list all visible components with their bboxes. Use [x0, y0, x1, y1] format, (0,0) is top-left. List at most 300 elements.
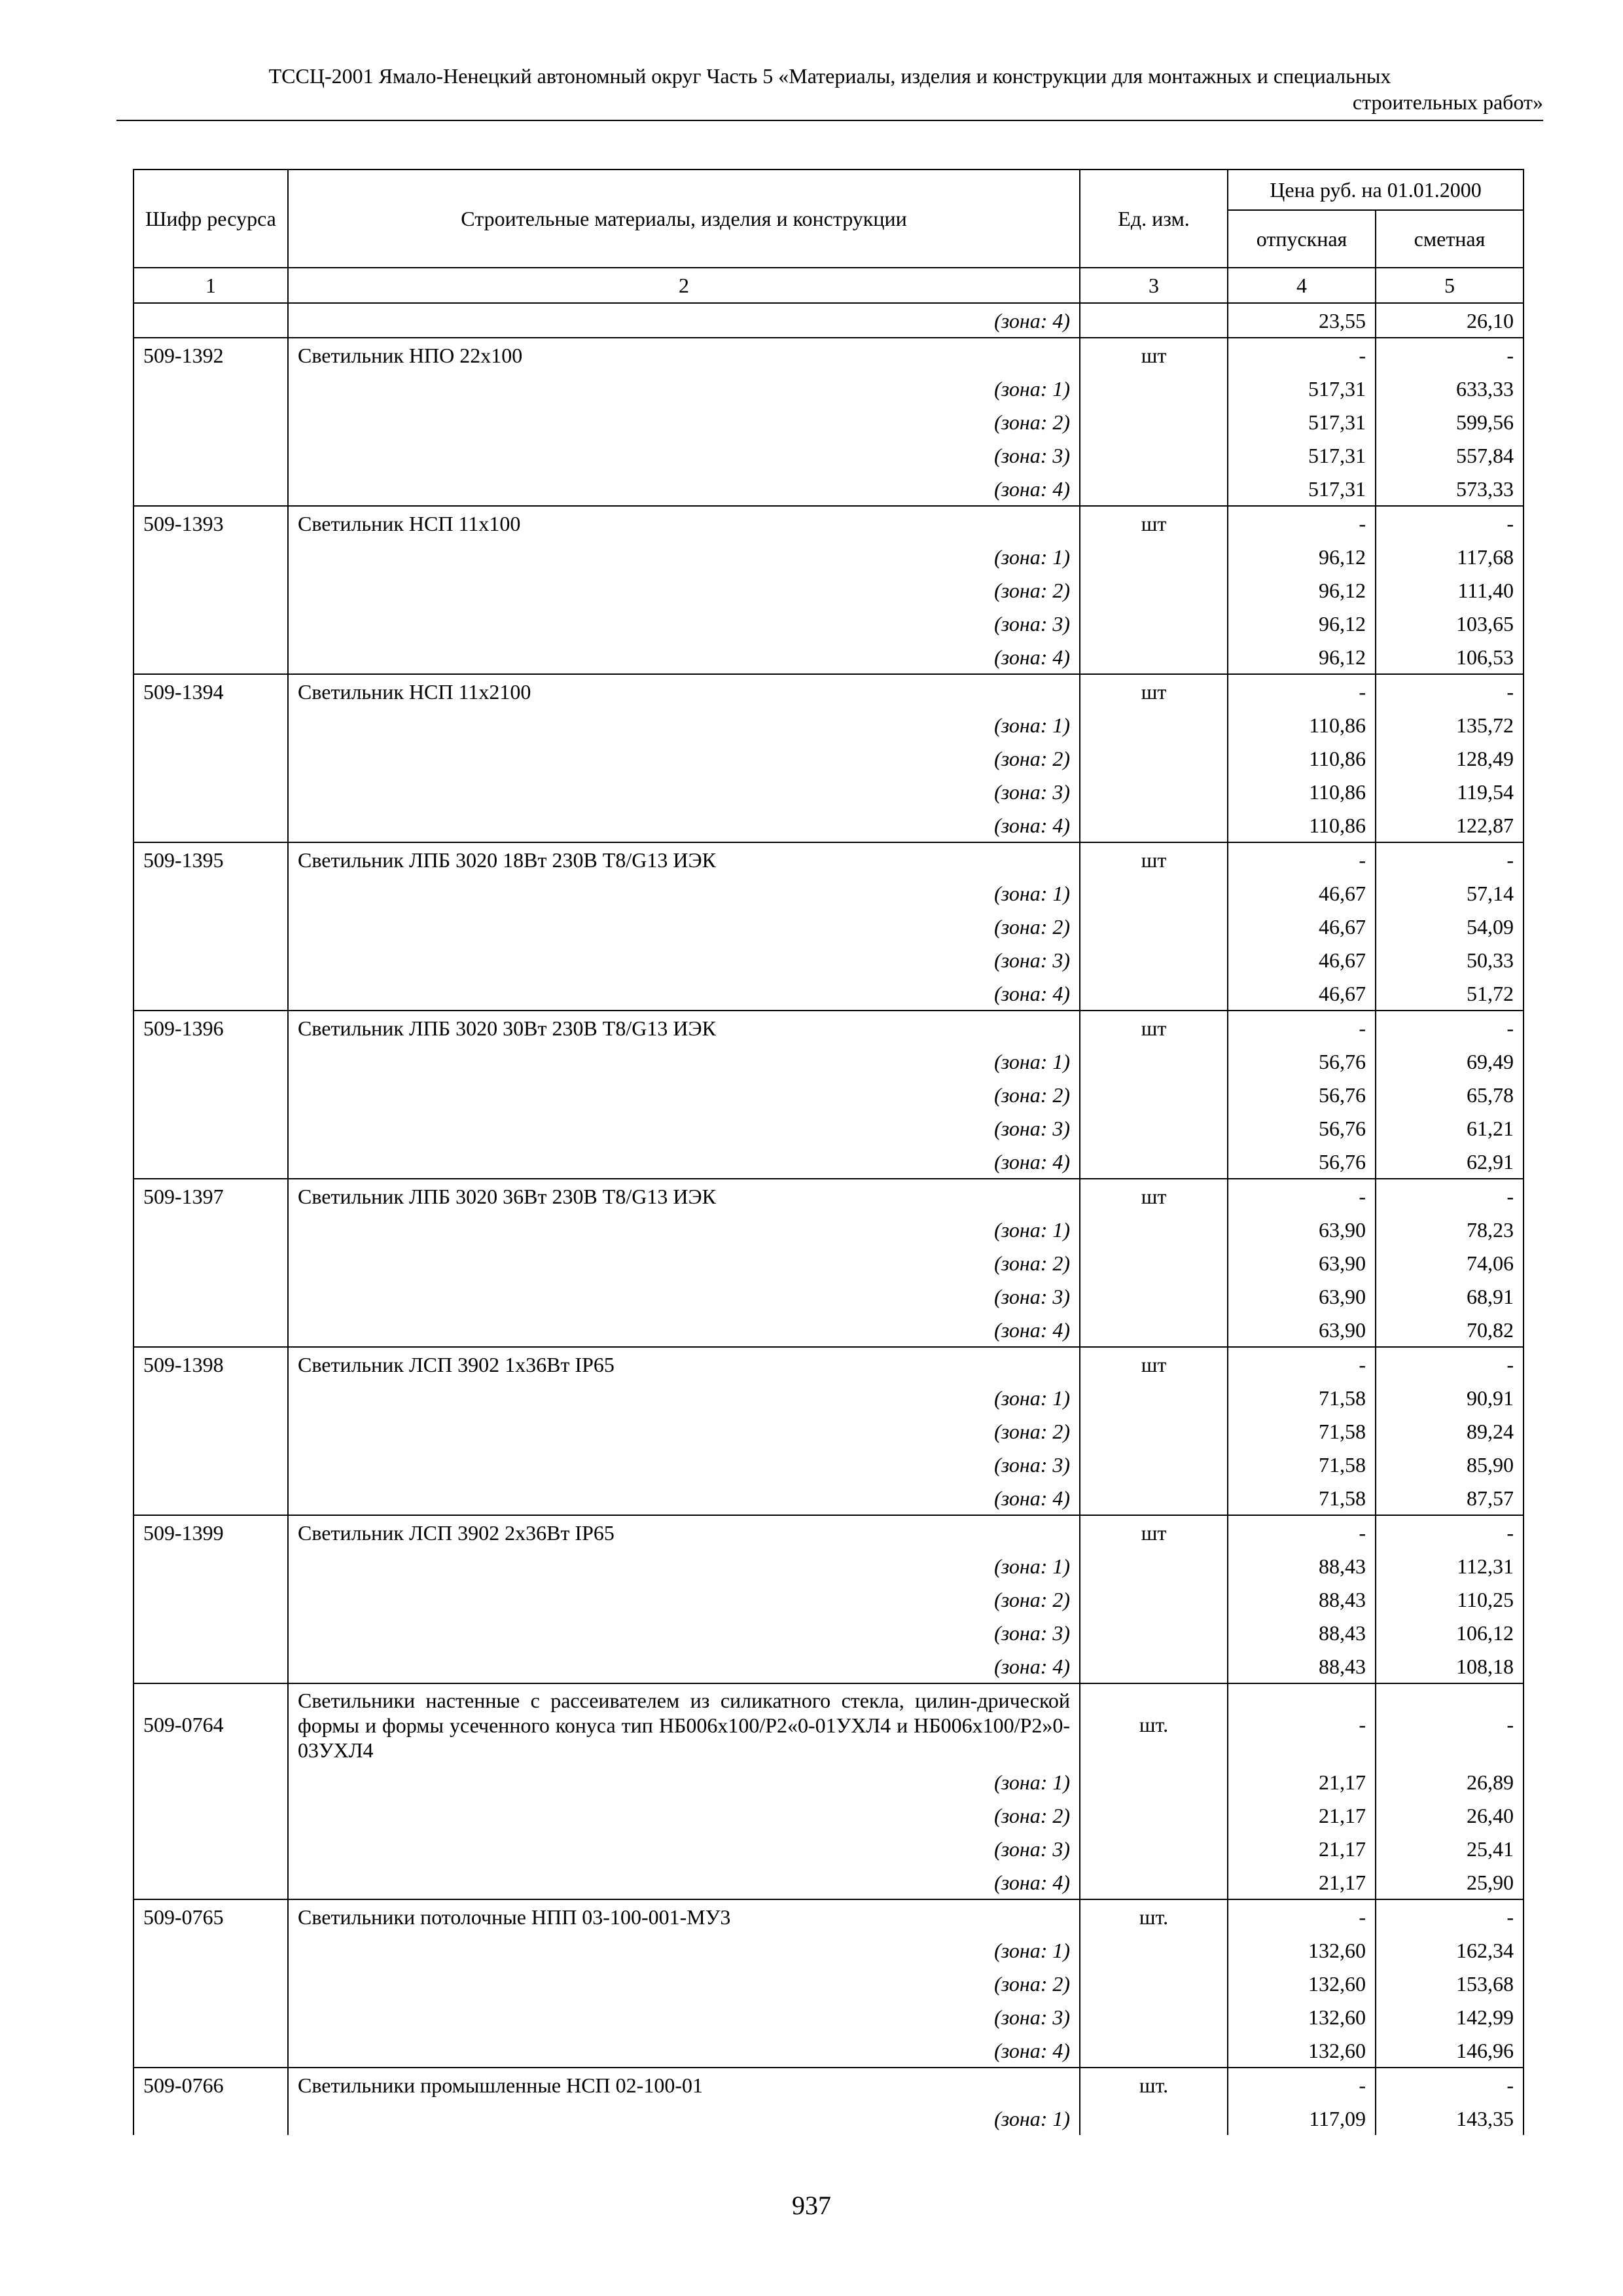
resource-code-cell	[134, 1583, 288, 1616]
release-price-cell: 71,58	[1228, 1481, 1376, 1515]
estimate-price-cell: 103,65	[1376, 607, 1524, 640]
zone-price-row	[134, 1933, 1524, 1967]
zone-price-row	[134, 1549, 1524, 1583]
zone-price-row	[134, 1145, 1524, 1179]
resource-name-cell: Светильник ЛПБ 3020 30Вт 230В Т8/G13 ИЭК	[288, 1011, 1080, 1045]
release-price-cell: 46,67	[1228, 977, 1376, 1011]
zone-label-cell: (зона: 1)	[288, 708, 1080, 742]
zone-price-row	[134, 640, 1524, 674]
zone-label-cell: (зона: 4)	[288, 1313, 1080, 1347]
zone-price-row	[134, 1799, 1524, 1832]
zone-label-cell: (зона: 3)	[288, 1616, 1080, 1649]
zone-label-cell: (зона: 1)	[288, 1045, 1080, 1078]
resource-code-cell	[134, 1832, 288, 1865]
resource-name-cell: Светильники промышленные НСП 02-100-01	[288, 2068, 1080, 2102]
estimate-price-cell: 599,56	[1376, 405, 1524, 439]
release-price-cell: 46,67	[1228, 876, 1376, 910]
zone-price-row	[134, 943, 1524, 977]
unit-cell	[1080, 1649, 1228, 1683]
resource-code-cell	[134, 977, 288, 1011]
zone-price-row	[134, 1111, 1524, 1145]
unit-cell	[1080, 708, 1228, 742]
zone-price-row	[134, 1246, 1524, 1280]
zone-label-cell: (зона: 1)	[288, 1933, 1080, 1967]
release-price-cell: -	[1228, 1683, 1376, 1765]
zone-label-cell: (зона: 1)	[288, 2102, 1080, 2135]
header-line-1: ТССЦ-2001 Ямало-Ненецкий автономный округ Часть 5 «Материалы, изделия и конструкции для монтажных и специальных	[268, 64, 1391, 88]
unit-cell	[1080, 1616, 1228, 1649]
resource-code-cell	[134, 1448, 288, 1481]
resource-name-cell: Светильник НПО 22х100	[288, 338, 1080, 372]
zone-price-row	[134, 1832, 1524, 1865]
resource-name-cell: Светильники потолочные НПП 03-100-001-МУ3	[288, 1899, 1080, 1933]
unit-cell: шт	[1080, 1011, 1228, 1045]
release-price-cell: 117,09	[1228, 2102, 1376, 2135]
estimate-price-cell: 69,49	[1376, 1045, 1524, 1078]
release-price-cell: 132,60	[1228, 1967, 1376, 2000]
resource-code-cell: 509-1398	[134, 1347, 288, 1381]
col-number: 5	[1376, 268, 1524, 303]
resource-code-cell: 509-0765	[134, 1899, 288, 1933]
zone-price-row	[134, 2102, 1524, 2135]
unit-cell	[1080, 607, 1228, 640]
unit-cell	[1080, 1765, 1228, 1799]
zone-label-cell: (зона: 2)	[288, 1414, 1080, 1448]
estimate-price-cell: 146,96	[1376, 2034, 1524, 2068]
unit-cell	[1080, 943, 1228, 977]
release-price-cell: 56,76	[1228, 1045, 1376, 1078]
estimate-price-cell: 26,89	[1376, 1765, 1524, 1799]
estimate-price-cell: 573,33	[1376, 472, 1524, 506]
unit-cell	[1080, 1448, 1228, 1481]
estimate-price-cell: -	[1376, 842, 1524, 876]
release-price-cell: -	[1228, 1347, 1376, 1381]
release-price-cell: 88,43	[1228, 1583, 1376, 1616]
resource-code-cell	[134, 540, 288, 573]
estimate-price-cell: 117,68	[1376, 540, 1524, 573]
resource-code-cell	[134, 742, 288, 775]
resource-row	[134, 1899, 1524, 1933]
zone-label-cell: (зона: 2)	[288, 1967, 1080, 2000]
release-price-cell: 46,67	[1228, 910, 1376, 943]
estimate-price-cell: 119,54	[1376, 775, 1524, 808]
unit-cell: шт.	[1080, 1899, 1228, 1933]
unit-cell	[1080, 1967, 1228, 2000]
zone-price-row	[134, 1649, 1524, 1683]
zone-label-cell: (зона: 4)	[288, 2034, 1080, 2068]
unit-cell	[1080, 1481, 1228, 1515]
resource-code-cell: 509-1393	[134, 506, 288, 540]
zone-label-cell: (зона: 4)	[288, 977, 1080, 1011]
unit-cell	[1080, 1078, 1228, 1111]
estimate-price-cell: -	[1376, 506, 1524, 540]
resource-code-cell: 509-1396	[134, 1011, 288, 1045]
estimate-price-cell: 85,90	[1376, 1448, 1524, 1481]
unit-cell	[1080, 1799, 1228, 1832]
release-price-cell: 63,90	[1228, 1280, 1376, 1313]
resource-row	[134, 1011, 1524, 1045]
unit-cell: шт	[1080, 1179, 1228, 1213]
resource-code-cell	[134, 808, 288, 842]
resource-row	[134, 506, 1524, 540]
estimate-price-cell: 112,31	[1376, 1549, 1524, 1583]
zone-price-row	[134, 1381, 1524, 1414]
col-header-code: Шифр ресурса	[134, 170, 288, 268]
resource-code-cell: 509-1394	[134, 674, 288, 708]
unit-cell: шт.	[1080, 1683, 1228, 1765]
estimate-price-cell: 26,10	[1376, 303, 1524, 338]
release-price-cell: 63,90	[1228, 1246, 1376, 1280]
estimate-price-cell: 62,91	[1376, 1145, 1524, 1179]
estimate-price-cell: -	[1376, 1899, 1524, 1933]
zone-label-cell: (зона: 1)	[288, 1549, 1080, 1583]
resource-code-cell	[134, 1078, 288, 1111]
resource-code-cell	[134, 1414, 288, 1448]
estimate-price-cell: 70,82	[1376, 1313, 1524, 1347]
estimate-price-cell: 135,72	[1376, 708, 1524, 742]
estimate-price-cell: 153,68	[1376, 1967, 1524, 2000]
unit-cell: шт	[1080, 506, 1228, 540]
col-header-release: отпускная	[1228, 210, 1376, 268]
release-price-cell: 96,12	[1228, 640, 1376, 674]
release-price-cell: 88,43	[1228, 1549, 1376, 1583]
unit-cell	[1080, 1045, 1228, 1078]
zone-price-row	[134, 472, 1524, 506]
resource-code-cell	[134, 1213, 288, 1246]
estimate-price-cell: 87,57	[1376, 1481, 1524, 1515]
zone-label-cell: (зона: 3)	[288, 439, 1080, 472]
unit-cell	[1080, 742, 1228, 775]
release-price-cell: 517,31	[1228, 472, 1376, 506]
zone-price-row	[134, 1280, 1524, 1313]
release-price-cell: 96,12	[1228, 573, 1376, 607]
release-price-cell: -	[1228, 506, 1376, 540]
resource-code-cell	[134, 1933, 288, 1967]
zone-label-cell: (зона: 4)	[288, 640, 1080, 674]
unit-cell	[1080, 808, 1228, 842]
resource-code-cell	[134, 439, 288, 472]
unit-cell	[1080, 1280, 1228, 1313]
release-price-cell: 23,55	[1228, 303, 1376, 338]
resource-code-cell	[134, 1111, 288, 1145]
zone-label-cell: (зона: 4)	[288, 1649, 1080, 1683]
resource-code-cell	[134, 1967, 288, 2000]
release-price-cell: 110,86	[1228, 708, 1376, 742]
estimate-price-cell: 89,24	[1376, 1414, 1524, 1448]
estimate-price-cell: -	[1376, 1179, 1524, 1213]
estimate-price-cell: 65,78	[1376, 1078, 1524, 1111]
estimate-price-cell: 106,53	[1376, 640, 1524, 674]
unit-cell	[1080, 1213, 1228, 1246]
release-price-cell: 517,31	[1228, 405, 1376, 439]
resource-code-cell	[134, 1765, 288, 1799]
resource-code-cell	[134, 1865, 288, 1899]
resource-code-cell	[134, 2000, 288, 2034]
release-price-cell: 21,17	[1228, 1865, 1376, 1899]
zone-price-row	[134, 876, 1524, 910]
zone-price-row	[134, 573, 1524, 607]
resource-code-cell	[134, 1246, 288, 1280]
table-body	[134, 303, 1524, 2135]
unit-cell	[1080, 439, 1228, 472]
zone-price-row	[134, 1078, 1524, 1111]
unit-cell	[1080, 1313, 1228, 1347]
resource-row	[134, 1683, 1524, 1765]
unit-cell	[1080, 573, 1228, 607]
estimate-price-cell: 25,41	[1376, 1832, 1524, 1865]
resource-code-cell	[134, 372, 288, 405]
unit-cell	[1080, 775, 1228, 808]
release-price-cell: 132,60	[1228, 2000, 1376, 2034]
zone-label-cell: (зона: 3)	[288, 1832, 1080, 1865]
col-header-name: Строительные материалы, изделия и конструкции	[288, 170, 1080, 268]
zone-label-cell: (зона: 3)	[288, 2000, 1080, 2034]
zone-label-cell: (зона: 4)	[288, 1865, 1080, 1899]
unit-cell: шт	[1080, 842, 1228, 876]
zone-price-row	[134, 1481, 1524, 1515]
resource-code-cell	[134, 1649, 288, 1683]
page-number: 937	[792, 2191, 831, 2220]
col-number: 4	[1228, 268, 1376, 303]
release-price-cell: 56,76	[1228, 1145, 1376, 1179]
resource-code-cell: 509-1399	[134, 1515, 288, 1549]
release-price-cell: 96,12	[1228, 607, 1376, 640]
estimate-price-cell: -	[1376, 1683, 1524, 1765]
release-price-cell: -	[1228, 674, 1376, 708]
release-price-cell: 21,17	[1228, 1799, 1376, 1832]
unit-cell	[1080, 640, 1228, 674]
estimate-price-cell: 51,72	[1376, 977, 1524, 1011]
release-price-cell: 21,17	[1228, 1832, 1376, 1865]
zone-label-cell: (зона: 1)	[288, 540, 1080, 573]
resource-code-cell	[134, 472, 288, 506]
resource-code-cell	[134, 303, 288, 338]
resource-code-cell: 509-1392	[134, 338, 288, 372]
estimate-price-cell: 25,90	[1376, 1865, 1524, 1899]
estimate-price-cell: -	[1376, 1011, 1524, 1045]
release-price-cell: 21,17	[1228, 1765, 1376, 1799]
resource-row	[134, 338, 1524, 372]
release-price-cell: -	[1228, 1011, 1376, 1045]
estimate-price-cell: 90,91	[1376, 1381, 1524, 1414]
resource-code-cell	[134, 640, 288, 674]
estimate-price-cell: 128,49	[1376, 742, 1524, 775]
resource-code-cell	[134, 708, 288, 742]
zone-label-cell: (зона: 2)	[288, 742, 1080, 775]
release-price-cell: 56,76	[1228, 1078, 1376, 1111]
resource-code-cell	[134, 573, 288, 607]
release-price-cell: 88,43	[1228, 1616, 1376, 1649]
zone-price-row	[134, 405, 1524, 439]
release-price-cell: 46,67	[1228, 943, 1376, 977]
header-line-2: строительных работ»	[1352, 90, 1543, 114]
estimate-price-cell: 162,34	[1376, 1933, 1524, 1967]
zone-price-row	[134, 2034, 1524, 2068]
estimate-price-cell: 54,09	[1376, 910, 1524, 943]
release-price-cell: -	[1228, 1515, 1376, 1549]
zone-price-row	[134, 1313, 1524, 1347]
resource-code-cell	[134, 1280, 288, 1313]
resource-code-cell	[134, 405, 288, 439]
zone-price-row	[134, 1865, 1524, 1899]
release-price-cell: 110,86	[1228, 742, 1376, 775]
estimate-price-cell: 68,91	[1376, 1280, 1524, 1313]
unit-cell	[1080, 372, 1228, 405]
running-header	[116, 63, 1543, 122]
resource-code-cell	[134, 1145, 288, 1179]
release-price-cell: 63,90	[1228, 1313, 1376, 1347]
zone-label-cell: (зона: 1)	[288, 1381, 1080, 1414]
zone-label-cell: (зона: 3)	[288, 775, 1080, 808]
unit-cell: шт	[1080, 674, 1228, 708]
unit-cell	[1080, 876, 1228, 910]
resource-code-cell	[134, 1549, 288, 1583]
resource-code-cell: 509-1395	[134, 842, 288, 876]
release-price-cell: 132,60	[1228, 1933, 1376, 1967]
resource-row	[134, 1347, 1524, 1381]
release-price-cell: 63,90	[1228, 1213, 1376, 1246]
estimate-price-cell: 111,40	[1376, 573, 1524, 607]
estimate-price-cell: 557,84	[1376, 439, 1524, 472]
resource-code-cell	[134, 943, 288, 977]
zone-price-row	[134, 439, 1524, 472]
release-price-cell: -	[1228, 338, 1376, 372]
zone-label-cell: (зона: 4)	[288, 1145, 1080, 1179]
resource-code-cell	[134, 876, 288, 910]
zone-price-row	[134, 2000, 1524, 2034]
release-price-cell: 517,31	[1228, 372, 1376, 405]
zone-label-cell: (зона: 2)	[288, 1078, 1080, 1111]
zone-price-row	[134, 1414, 1524, 1448]
header-rule	[116, 120, 1543, 121]
unit-cell	[1080, 1111, 1228, 1145]
zone-label-cell: (зона: 3)	[288, 607, 1080, 640]
zone-price-row	[134, 1045, 1524, 1078]
zone-label-cell: (зона: 4)	[288, 808, 1080, 842]
unit-cell	[1080, 1145, 1228, 1179]
estimate-price-cell: 143,35	[1376, 2102, 1524, 2135]
price-table	[133, 169, 1524, 2135]
zone-label-cell: (зона: 2)	[288, 910, 1080, 943]
unit-cell	[1080, 2000, 1228, 2034]
release-price-cell: -	[1228, 842, 1376, 876]
resource-name-cell: Светильник НСП 11х2100	[288, 674, 1080, 708]
estimate-price-cell: 108,18	[1376, 1649, 1524, 1683]
resource-row	[134, 674, 1524, 708]
resource-code-cell	[134, 1799, 288, 1832]
estimate-price-cell: 57,14	[1376, 876, 1524, 910]
zone-price-row	[134, 540, 1524, 573]
zone-price-row	[134, 1448, 1524, 1481]
unit-cell	[1080, 1832, 1228, 1865]
zone-label-cell: (зона: 3)	[288, 1280, 1080, 1313]
zone-label-cell: (зона: 2)	[288, 1799, 1080, 1832]
unit-cell	[1080, 540, 1228, 573]
zone-price-row	[134, 708, 1524, 742]
zone-label-cell: (зона: 3)	[288, 943, 1080, 977]
unit-cell	[1080, 405, 1228, 439]
resource-name-cell: Светильник ЛСП 3902 1х36Вт IP65	[288, 1347, 1080, 1381]
estimate-price-cell: 142,99	[1376, 2000, 1524, 2034]
resource-code-cell	[134, 1481, 288, 1515]
zone-price-row	[134, 910, 1524, 943]
release-price-cell: 56,76	[1228, 1111, 1376, 1145]
resource-code-cell	[134, 2034, 288, 2068]
release-price-cell: 517,31	[1228, 439, 1376, 472]
zone-price-row	[134, 977, 1524, 1011]
resource-code-cell	[134, 1381, 288, 1414]
zone-price-row	[134, 742, 1524, 775]
unit-cell: шт	[1080, 1515, 1228, 1549]
col-number: 1	[134, 268, 288, 303]
zone-price-row	[134, 1213, 1524, 1246]
release-price-cell: 110,86	[1228, 808, 1376, 842]
estimate-price-cell: 74,06	[1376, 1246, 1524, 1280]
unit-cell	[1080, 1549, 1228, 1583]
resource-row	[134, 2068, 1524, 2102]
unit-cell	[1080, 1381, 1228, 1414]
estimate-price-cell: -	[1376, 1515, 1524, 1549]
estimate-price-cell: 78,23	[1376, 1213, 1524, 1246]
zone-price-row	[134, 372, 1524, 405]
zone-label-cell: (зона: 2)	[288, 1246, 1080, 1280]
zone-price-row	[134, 775, 1524, 808]
estimate-price-cell: -	[1376, 1347, 1524, 1381]
zone-price-row	[134, 1967, 1524, 2000]
estimate-price-cell: -	[1376, 674, 1524, 708]
estimate-price-cell: 122,87	[1376, 808, 1524, 842]
zone-label-cell: (зона: 4)	[288, 303, 1080, 338]
col-number: 3	[1080, 268, 1228, 303]
unit-cell	[1080, 2034, 1228, 2068]
release-price-cell: 71,58	[1228, 1448, 1376, 1481]
release-price-cell: -	[1228, 2068, 1376, 2102]
estimate-price-cell: 61,21	[1376, 1111, 1524, 1145]
resource-row	[134, 1515, 1524, 1549]
estimate-price-cell: 110,25	[1376, 1583, 1524, 1616]
resource-name-cell: Светильник ЛПБ 3020 36Вт 230В Т8/G13 ИЭК	[288, 1179, 1080, 1213]
unit-cell: шт	[1080, 1347, 1228, 1381]
release-price-cell: 132,60	[1228, 2034, 1376, 2068]
zone-price-row	[134, 1583, 1524, 1616]
unit-cell	[1080, 1583, 1228, 1616]
estimate-price-cell: 106,12	[1376, 1616, 1524, 1649]
zone-label-cell: (зона: 2)	[288, 573, 1080, 607]
zone-label-cell: (зона: 2)	[288, 1583, 1080, 1616]
zone-price-row	[134, 303, 1524, 338]
unit-cell: шт	[1080, 338, 1228, 372]
unit-cell	[1080, 472, 1228, 506]
resource-code-cell	[134, 1313, 288, 1347]
zone-label-cell: (зона: 3)	[288, 1111, 1080, 1145]
zone-label-cell: (зона: 1)	[288, 1765, 1080, 1799]
estimate-price-cell: -	[1376, 2068, 1524, 2102]
resource-code-cell	[134, 910, 288, 943]
unit-cell	[1080, 1414, 1228, 1448]
estimate-price-cell: 50,33	[1376, 943, 1524, 977]
resource-row	[134, 842, 1524, 876]
zone-label-cell: (зона: 4)	[288, 472, 1080, 506]
zone-label-cell: (зона: 4)	[288, 1481, 1080, 1515]
resource-row	[134, 1179, 1524, 1213]
resource-name-cell: Светильники настенные с рассеивателем из силикатного стекла, цилин-дрической формы и формы усеченного конуса тип НБ006х100/Р2«0-01УХЛ4 и НБ006х100/Р2»0-03УХЛ4	[288, 1683, 1080, 1765]
resource-name-cell: Светильник ЛСП 3902 2х36Вт IP65	[288, 1515, 1080, 1549]
col-header-price: Цена руб. на 01.01.2000	[1228, 170, 1524, 210]
estimate-price-cell: 26,40	[1376, 1799, 1524, 1832]
zone-price-row	[134, 607, 1524, 640]
resource-code-cell	[134, 2102, 288, 2135]
release-price-cell: 88,43	[1228, 1649, 1376, 1683]
